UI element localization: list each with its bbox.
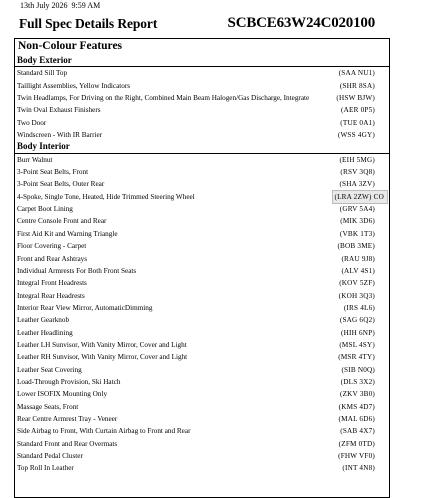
- section-heading-label: Body Exterior: [17, 55, 72, 65]
- feature-row: [15, 178, 389, 190]
- feature-code: (KOV 5ZF): [339, 279, 375, 288]
- feature-label: Top Roll In Leather: [17, 464, 74, 473]
- section-title: Non-Colour Features: [18, 40, 123, 52]
- feature-row: [15, 413, 389, 425]
- feature-row: [15, 277, 389, 289]
- feature-label: 4-Spoke, Single Tone, Heated, Hide Trimmed Steering Wheel: [17, 192, 195, 201]
- section-heading: [15, 55, 389, 67]
- feature-label: Lower ISOFIX Mounting Only: [17, 390, 108, 399]
- feature-row: [15, 215, 389, 227]
- feature-code: (INT 4N8): [342, 464, 375, 473]
- features-list: [15, 55, 389, 475]
- section-heading: [15, 141, 389, 153]
- feature-code: (FHW VF0): [338, 452, 375, 460]
- feature-label: Leather LH Sunvisor, With Vanity Mirror, Cover and Light: [17, 340, 187, 349]
- feature-code: (ZFM 0TD): [338, 439, 375, 448]
- feature-code: (ZKV 3B0): [339, 390, 375, 399]
- feature-label: 3-Point Seat Belts, Front: [17, 168, 89, 177]
- feature-row: [15, 290, 389, 302]
- feature-label: Interior Rear View Mirror, AutomaticDimming: [17, 303, 153, 312]
- feature-code: (TUE 0A1): [340, 118, 375, 127]
- feature-row: [15, 80, 389, 92]
- feature-row: [15, 92, 389, 104]
- feature-row: [15, 339, 389, 351]
- feature-label: Leather Gearknob: [17, 316, 70, 325]
- feature-row: [15, 191, 389, 203]
- feature-label: Massage Seats, Front: [17, 402, 79, 411]
- feature-label: Twin Oval Exhaust Finishers: [17, 106, 101, 115]
- feature-label: Leather RH Sunvisor, With Vanity Mirror, Cover and Light: [17, 353, 188, 362]
- feature-code: (MSL 4SY): [339, 340, 375, 349]
- feature-code: (KOH 3Q3): [338, 291, 375, 300]
- feature-code: (SIB N0Q): [341, 365, 375, 374]
- feature-label: Standard Pedal Cluster: [17, 452, 83, 460]
- feature-label: Standard Sill Top: [17, 69, 68, 78]
- feature-row: [15, 166, 389, 178]
- feature-row: [15, 104, 389, 116]
- feature-code: (RSV 3Q8): [340, 168, 375, 177]
- feature-row: [15, 154, 389, 166]
- feature-row: [15, 401, 389, 413]
- feature-label: Burr Walnut: [17, 155, 53, 164]
- feature-row: [15, 129, 389, 141]
- feature-label: First Aid Kit and Warning Triangle: [17, 229, 118, 238]
- feature-code: (KMS 4D7): [338, 402, 375, 411]
- feature-code: (HIH 6NP): [341, 328, 375, 337]
- feature-label: Integral Rear Headrests: [17, 291, 85, 300]
- feature-row: [15, 117, 389, 129]
- feature-label: 3-Point Seat Belts, Outer Rear: [17, 180, 105, 189]
- feature-code: (GRV 5A4): [339, 205, 375, 214]
- feature-code: (VBK 1T3): [339, 229, 375, 238]
- feature-label: Integral Front Headrests: [17, 279, 87, 288]
- feature-row: [15, 314, 389, 326]
- feature-code: (EIH 5MG): [339, 155, 375, 164]
- feature-row: [15, 388, 389, 400]
- feature-code: (AER 0P5): [341, 106, 375, 115]
- feature-row: [15, 253, 389, 265]
- feature-row: [15, 462, 389, 474]
- feature-code: (SAB 4X7): [340, 427, 375, 436]
- feature-row: [15, 425, 389, 437]
- feature-row: [15, 203, 389, 215]
- feature-code: (SHR 8SA): [339, 81, 375, 90]
- feature-label: Front and Rear Ashtrays: [17, 254, 88, 263]
- feature-code: (ALV 4S1): [341, 266, 375, 275]
- feature-row: [15, 364, 389, 376]
- features-table: [14, 38, 390, 498]
- feature-label: Side Airbag to Front, With Curtain Airbag to Front and Rear: [17, 427, 191, 436]
- report-timestamp: 13th July 2026 9:59 AM: [20, 1, 101, 10]
- section-heading-label: Body Interior: [17, 141, 70, 152]
- feature-label: Carpet Boot Lining: [17, 205, 73, 214]
- feature-code: (MSR 4TY): [338, 353, 375, 362]
- feature-row: [15, 438, 389, 450]
- feature-label: Twin Headlamps, For Driving on the Right, Combined Main Beam Halogen/Gas Discharge, Integrate: [17, 94, 310, 103]
- feature-row: [15, 302, 389, 314]
- feature-row: [15, 228, 389, 240]
- feature-row: [15, 376, 389, 388]
- report-title: Full Spec Details Report: [19, 16, 158, 31]
- feature-code: (SAA NU1): [338, 69, 375, 78]
- feature-code: (DLS 3X2): [340, 377, 375, 386]
- feature-label: Leather Seat Covering: [17, 365, 82, 374]
- feature-label: Rear Centre Armrest Tray - Veneer: [17, 414, 118, 423]
- feature-code: (MIK 3D6): [340, 217, 375, 226]
- feature-label: Taillight Assemblies, Yellow Indicators: [17, 81, 131, 90]
- feature-code: (WSS 4GY): [337, 131, 375, 140]
- feature-label: Load-Through Provision, Ski Hatch: [17, 377, 121, 386]
- feature-label: Leather Headlining: [17, 328, 73, 337]
- feature-label: Centre Console Front and Rear: [17, 217, 107, 226]
- feature-code: (SAG 6Q2): [339, 316, 375, 325]
- feature-code: (BOB 3ME): [337, 242, 375, 251]
- vehicle-vin: SCBCE63W24C020100: [227, 15, 375, 31]
- feature-label: Windscreen - With IR Barrier: [17, 131, 103, 140]
- feature-row: [15, 67, 389, 79]
- feature-label: Floor Covering - Carpet: [17, 242, 87, 251]
- feature-row: [15, 327, 389, 339]
- feature-row: [15, 265, 389, 277]
- feature-label: Individual Armrests For Both Front Seats: [17, 266, 137, 275]
- feature-code: (RAU 9J8): [341, 254, 375, 263]
- feature-row: [15, 240, 389, 252]
- feature-label: Standard Front and Rear Overmats: [17, 439, 118, 448]
- feature-code: (LRA 2ZW) CO: [333, 191, 387, 203]
- feature-row: [15, 351, 389, 363]
- feature-code: (MAL 6D6): [338, 414, 375, 423]
- feature-code: (SHA 3ZV): [339, 180, 375, 189]
- feature-label: Two Door: [17, 118, 47, 127]
- feature-code: (HSW BJW): [336, 94, 375, 103]
- feature-code: (IRS 4L6): [343, 303, 375, 312]
- feature-row: [15, 450, 389, 462]
